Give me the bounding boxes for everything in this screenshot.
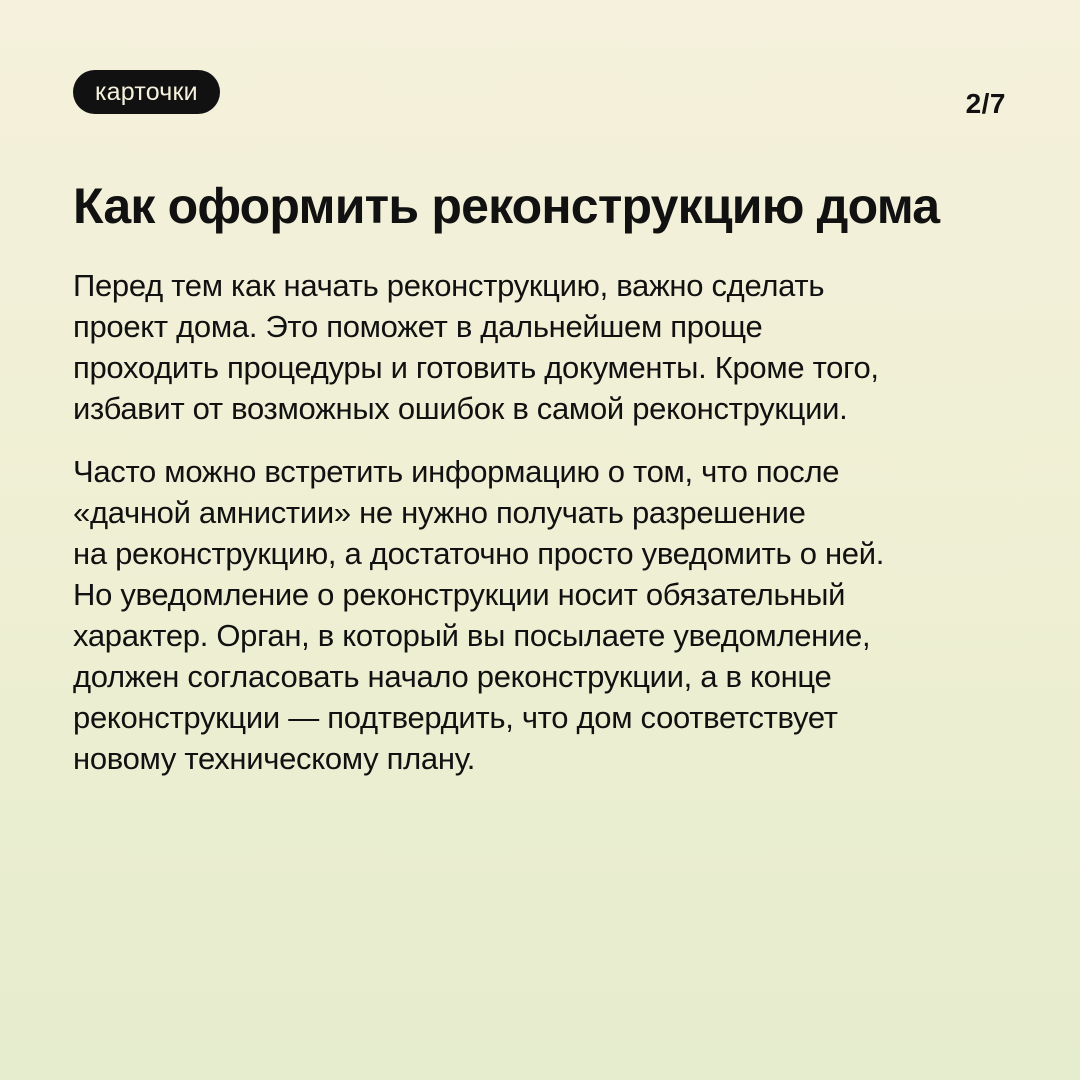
text-line: «дачной амнистии» не нужно получать разрешение (73, 495, 806, 530)
text-line: проект дома. Это поможет в дальнейшем проще (73, 309, 763, 344)
text-line: Но уведомление о реконструкции носит обязательный (73, 577, 846, 612)
paragraph-notification (73, 451, 1023, 779)
page-counter: 2/7 (965, 88, 1006, 119)
text-line: на реконструкцию, а достаточно просто уведомить о ней. (73, 536, 885, 571)
card-body (73, 265, 1023, 801)
text-line: должен согласовать начало реконструкции, а в конце (73, 659, 832, 694)
text-line: Часто можно встретить информацию о том, что после (73, 454, 840, 489)
text-line: характер. Орган, в который вы посылаете уведомление, (73, 618, 871, 653)
text-line: Перед тем как начать реконструкцию, важно сделать (73, 268, 825, 303)
text-line: реконструкции — подтвердить, что дом соответствует (73, 700, 838, 735)
text-line: новому техническому плану. (73, 741, 476, 776)
card-title: Как оформить реконструкцию дома (73, 178, 940, 234)
paragraph-intro (73, 265, 1023, 429)
text-line: избавит от возможных ошибок в самой реконструкции. (73, 391, 848, 426)
text-line: проходить процедуры и готовить документы. Кроме того, (73, 350, 879, 385)
category-badge: карточки (73, 70, 220, 114)
